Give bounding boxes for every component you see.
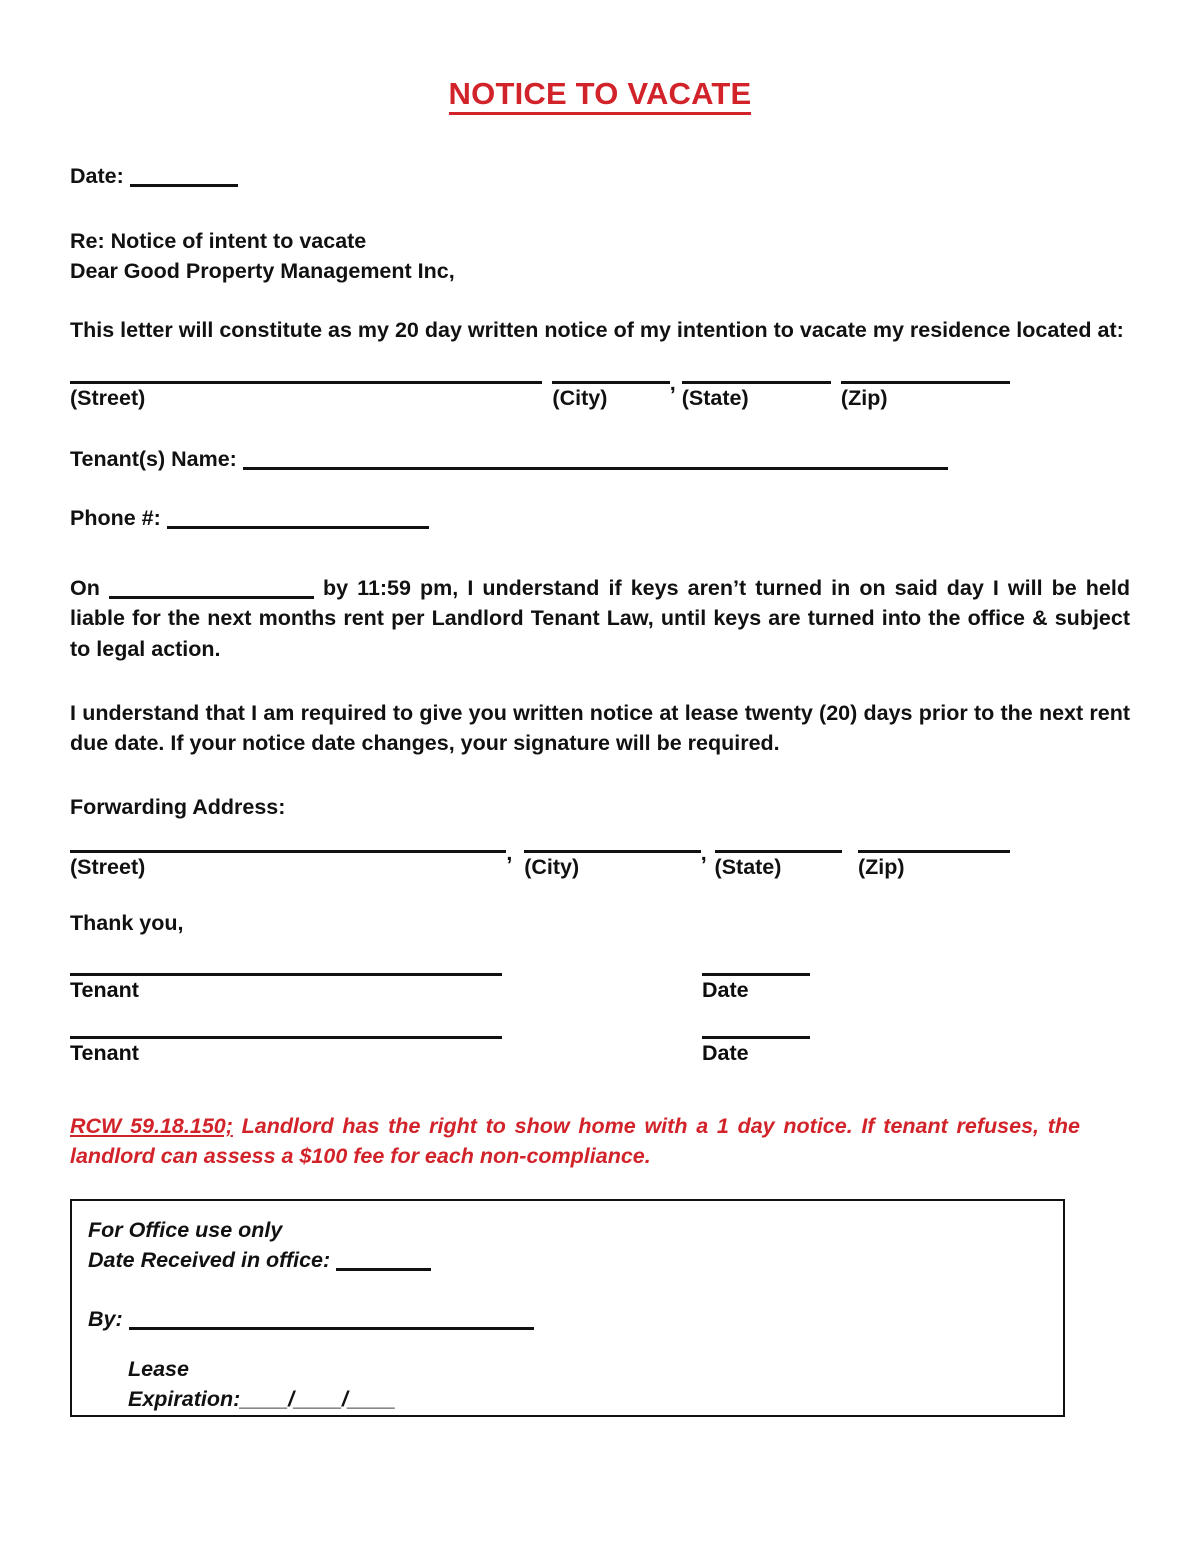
residence-street-label: (Street) <box>70 385 146 410</box>
signature-row <box>70 959 1130 1003</box>
page-title-text: NOTICE TO VACATE <box>449 78 752 115</box>
residence-zip-blank[interactable] <box>841 365 1010 384</box>
signature-date-blank[interactable] <box>702 959 810 976</box>
closing-line: Thank you, <box>70 911 184 936</box>
vacate-date-input-blank[interactable] <box>109 581 314 599</box>
residence-city-label: (City) <box>552 385 608 410</box>
office-expiration-label: Expiration: <box>128 1386 241 1411</box>
intro-paragraph: This letter will constitute as my 20 day written notice of my intention to vacate my residence located at: <box>70 317 1124 342</box>
keys-paragraph <box>70 573 1130 663</box>
residence-state-blank[interactable] <box>682 365 831 384</box>
forwarding-city-blank[interactable] <box>524 834 701 853</box>
date-label: Date: <box>70 164 124 188</box>
office-date-received-row <box>88 1245 1063 1275</box>
keys-paragraph-prefix: On <box>70 576 100 601</box>
signature-date-label: Date <box>702 1041 749 1066</box>
residence-street-field <box>70 365 542 411</box>
residence-state-label: (State) <box>681 385 749 410</box>
residence-address-row <box>70 365 1010 411</box>
re-line: Re: Notice of intent to vacate <box>70 228 367 253</box>
signature-date-field <box>702 1022 810 1066</box>
residence-city-field <box>552 365 669 411</box>
office-use-box <box>70 1199 1065 1417</box>
office-expiration-blank[interactable]: ____/____/____ <box>240 1386 396 1411</box>
office-by-row <box>88 1304 1063 1334</box>
office-lease-label: Lease <box>128 1356 189 1381</box>
residence-city-comma: , <box>669 371 676 396</box>
signature-date-field <box>702 959 810 1003</box>
forwarding-street-label: (Street) <box>70 855 146 880</box>
forwarding-state-blank[interactable] <box>715 834 842 853</box>
forwarding-street-blank[interactable] <box>70 834 506 853</box>
signature-date-blank[interactable] <box>702 1022 810 1039</box>
page-title <box>70 0 1130 115</box>
signature-tenant-field <box>70 959 502 1003</box>
date-field-row <box>70 161 1130 192</box>
residence-zip-field <box>841 365 1010 411</box>
rcw-code: RCW 59.18.150; <box>70 1114 233 1139</box>
forwarding-street-comma: , <box>506 841 513 866</box>
signature-date-label: Date <box>702 977 749 1002</box>
notice-paragraph: I understand that I am required to give you written notice at lease twenty (20) days prior to the next rent due date. If your notice date changes, your signature will be required. <box>70 700 1130 755</box>
forwarding-city-comma: , <box>700 841 707 866</box>
phone-input-blank[interactable] <box>167 511 429 529</box>
forwarding-city-field <box>524 834 701 880</box>
office-heading: For Office use only <box>88 1218 283 1243</box>
office-by-blank[interactable] <box>129 1312 534 1330</box>
office-expiration-row <box>88 1384 1063 1414</box>
residence-zip-label: (Zip) <box>840 385 888 410</box>
forwarding-state-label: (State) <box>714 855 782 880</box>
signature-row <box>70 1022 1130 1066</box>
signature-tenant-blank[interactable] <box>70 1022 502 1039</box>
rcw-text: Landlord has the right to show home with a 1 day notice. If tenant refuses, the landlord can assess a $100 fee for each non-compliance. <box>70 1114 1080 1168</box>
residence-city-blank[interactable] <box>552 365 669 384</box>
salutation-line: Dear Good Property Management Inc, <box>70 259 455 284</box>
signature-tenant-field <box>70 1022 502 1066</box>
forwarding-address-row <box>70 834 1010 880</box>
tenant-name-input-blank[interactable] <box>243 452 948 470</box>
forwarding-zip-label: (Zip) <box>858 855 905 880</box>
phone-row <box>70 503 1130 534</box>
forwarding-street-field <box>70 834 506 880</box>
office-date-received-label: Date Received in office: <box>88 1248 331 1273</box>
forwarding-state-field <box>715 834 842 880</box>
forwarding-city-label: (City) <box>524 855 580 880</box>
tenant-name-row <box>70 444 1130 475</box>
forwarding-address-label: Forwarding Address: <box>70 794 286 819</box>
phone-label: Phone #: <box>70 505 161 530</box>
signature-tenant-blank[interactable] <box>70 959 502 976</box>
residence-state-field <box>682 365 831 411</box>
tenant-name-label: Tenant(s) Name: <box>70 447 237 472</box>
signature-tenant-label: Tenant <box>70 1041 139 1066</box>
signature-tenant-label: Tenant <box>70 977 139 1002</box>
keys-paragraph-suffix: by 11:59 pm, I understand if keys aren’t turned in on said day I will be held liable for the next months rent per Landlord Tenant Law, until keys are turned into the office & subject to legal action. <box>70 576 1130 661</box>
date-input-blank[interactable] <box>130 169 238 187</box>
office-date-received-blank[interactable] <box>336 1253 431 1271</box>
forwarding-zip-blank[interactable] <box>858 834 1010 853</box>
residence-street-blank[interactable] <box>70 365 542 384</box>
rcw-notice <box>70 1112 1080 1171</box>
office-by-label: By: <box>88 1306 123 1331</box>
forwarding-zip-field <box>858 834 1010 880</box>
